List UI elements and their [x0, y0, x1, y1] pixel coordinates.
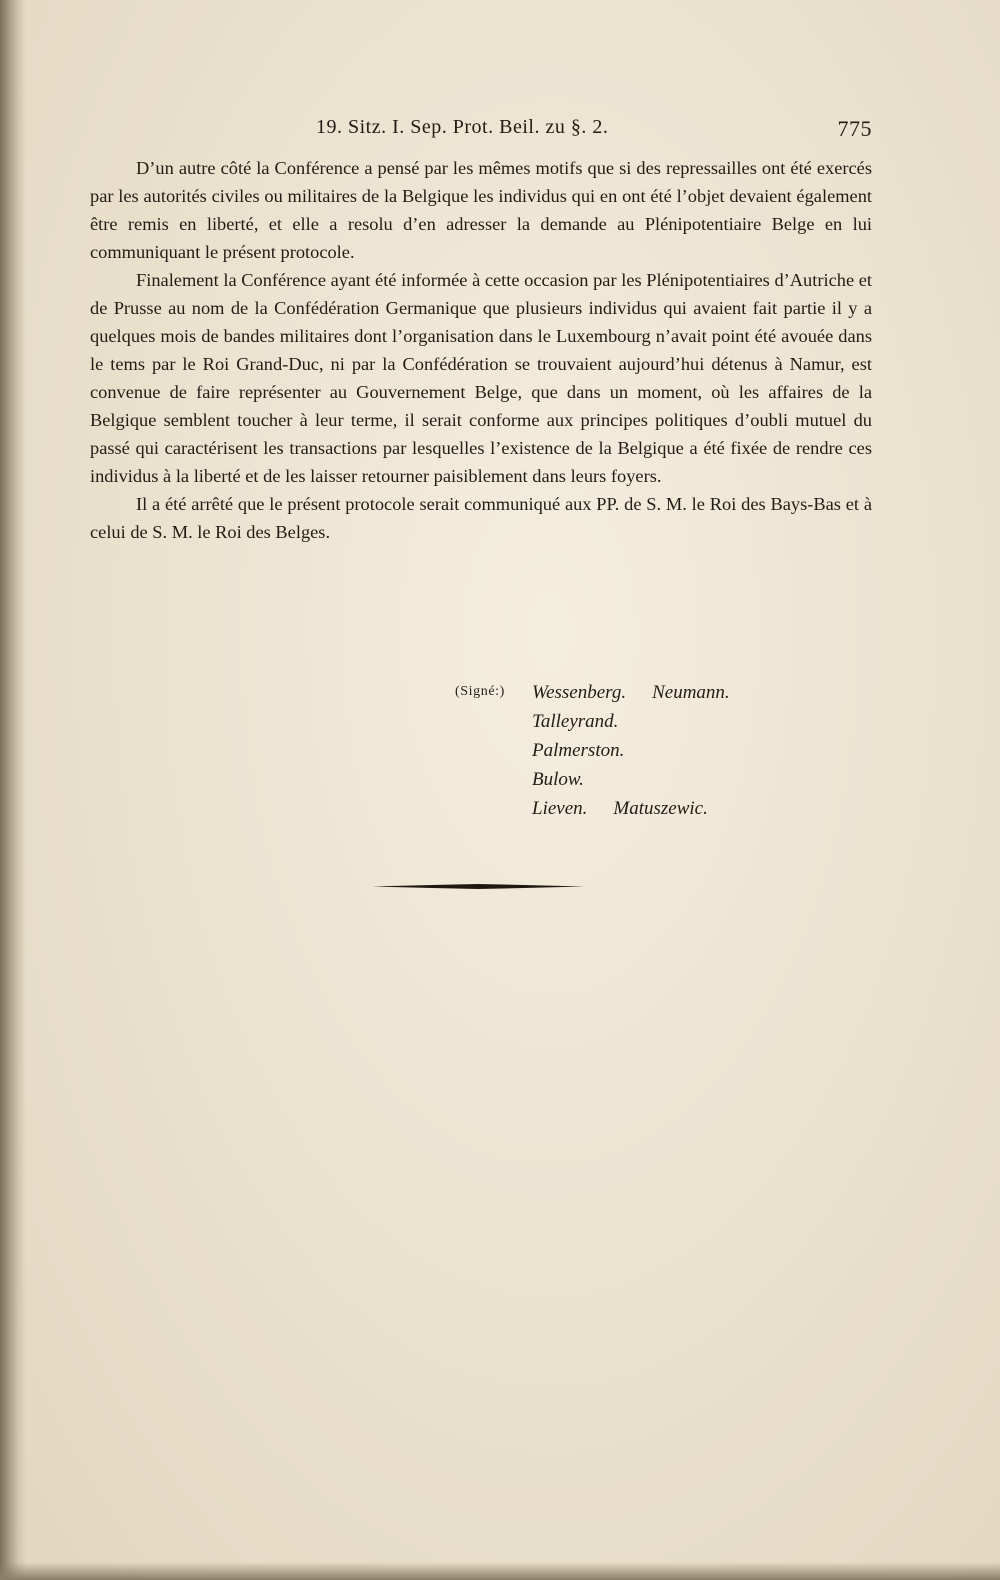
signature-row [532, 736, 730, 765]
signature-lieven: Lieven. [532, 798, 588, 819]
page-header [90, 116, 872, 146]
signature-list [532, 678, 730, 823]
page-number: 775 [837, 116, 872, 141]
page-bottom-edge [0, 1562, 1000, 1580]
paragraph-1: D’un autre côté la Conférence a pensé par les mêmes motifs que si des repressailles ont été exercés par les autorités civiles ou militaires de la Belgique les individus qui en ont été l’objet devaient également être remis en liberté, et elle a resolu d’en adresser la demande au Plénipotentiaire Belge en lui communiquant le présent protocole. [90, 158, 872, 262]
signature-neumann: Neumann. [652, 682, 730, 703]
running-head: 19. Sitz. I. Sep. Prot. Beil. zu §. 2. [316, 116, 609, 138]
page-binding-edge [0, 0, 26, 1580]
paragraph-2: Finalement la Conférence ayant été informée à cette occasion par les Plénipotentiaires d’Autriche et de Prusse au nom de la Confédération Germanique que plusieurs individus qui avaient fait partie il y a quelques mois de bandes militaires dont l’organisation dans le Luxembourg n’avait point été avouée dans le tems par le Roi Grand-Duc, ni par la Confédération se trouvaient aujourd’hui détenus à Namur, est convenue de faire représenter au Gouvernement Belge, que dans un moment, où les affaires de la Belgique semblent toucher à leur terme, il serait conforme aux principes politiques d’oubli mutuel du passé qui caractérisent les transactions par lesquelles l’existence de la Belgique a été fixée de rendre ces individus à la liberté et de les laisser retourner paisiblement dans leurs foyers. [90, 270, 872, 486]
signature-row [532, 765, 730, 794]
signature-row [532, 678, 730, 707]
paragraph-3: Il a été arrêté que le présent protocole serait communiqué aux PP. de S. M. le Roi des Bays-Bas et à celui de S. M. le Roi des Belges. [90, 494, 872, 542]
signature-bulow: Bulow. [532, 769, 584, 790]
signature-talleyrand: Talleyrand. [532, 711, 619, 732]
signature-wessenberg: Wessenberg. [532, 682, 627, 703]
signature-row [532, 794, 730, 823]
section-divider-rule [372, 884, 584, 889]
signature-row [532, 707, 730, 736]
signature-palmerston: Palmerston. [532, 740, 625, 761]
body-text [90, 154, 872, 546]
signature-matuszewic: Matuszewic. [613, 798, 708, 819]
signed-label: (Signé:) [455, 684, 505, 699]
